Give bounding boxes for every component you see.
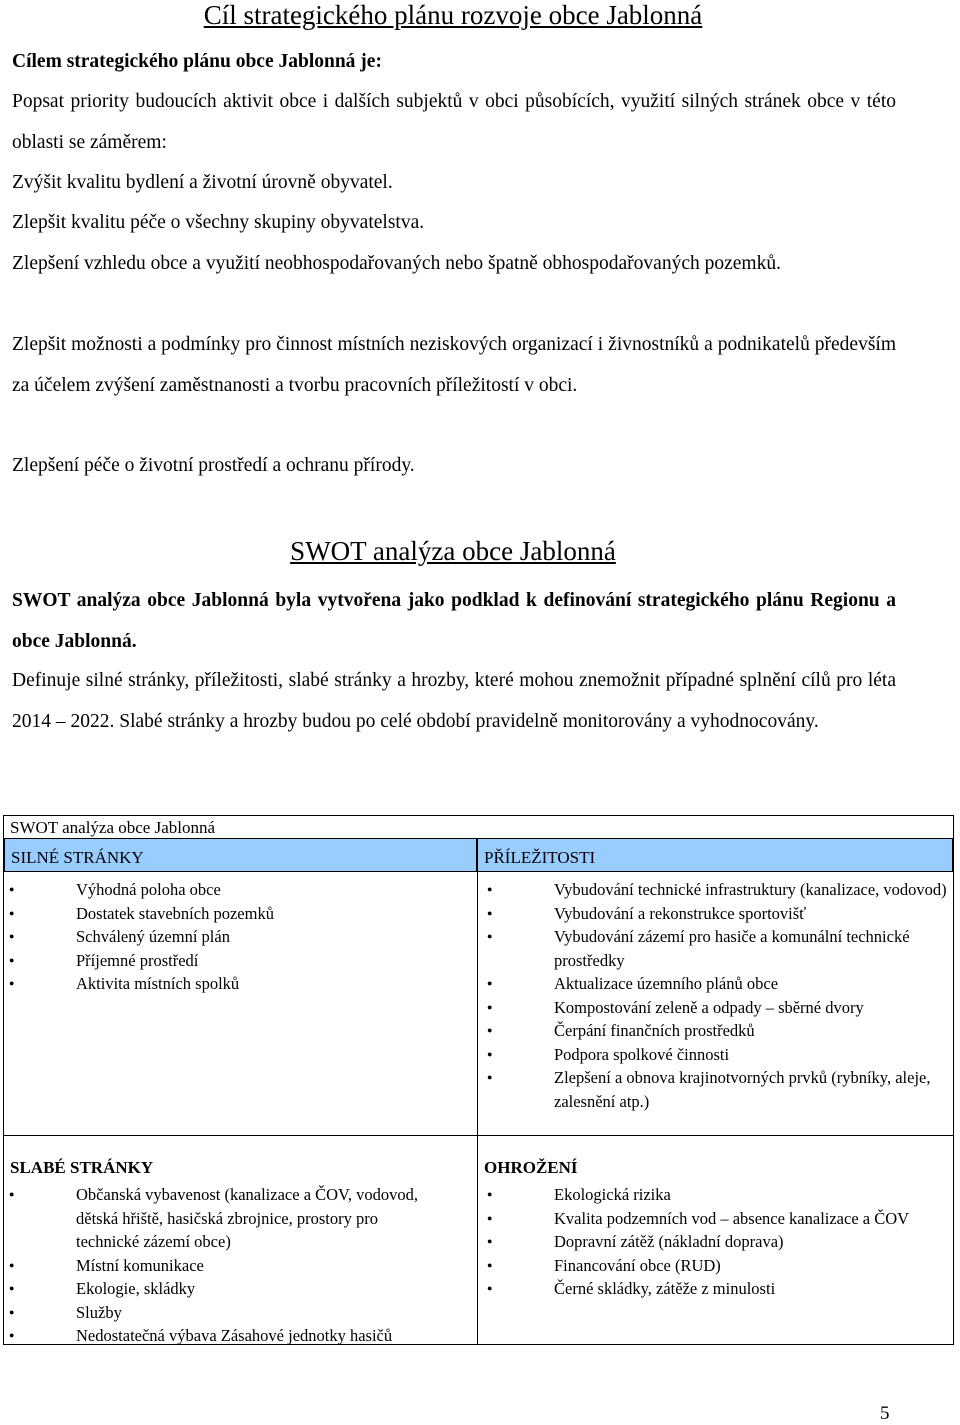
list-item: ● Aktualizace územního plánů obce	[484, 972, 952, 996]
list-item: ● Schválený územní plán	[8, 925, 468, 949]
opportunities-list	[484, 878, 952, 1113]
list-item: ● Občanská vybavenost (kanalizace a ČOV, vodovod, dětská hřiště, hasičská zbrojnice, prostory pro technické zázemí obce)	[8, 1183, 428, 1254]
list-item: ● Vybudování a rekonstrukce sportovišť	[484, 902, 952, 926]
goal-item: Zlepšení péče o životní prostředí a ochranu přírody.	[12, 455, 415, 476]
list-item: ● Dopravní zátěž (nákladní doprava)	[484, 1230, 929, 1254]
list-item: ● Financování obce (RUD)	[484, 1254, 929, 1278]
list-item: ● Aktivita místních spolků	[8, 972, 468, 996]
goal-item: Zlepšit kvalitu péče o všechny skupiny obyvatelstva.	[12, 212, 425, 233]
list-item: ● Ekologická rizika	[484, 1183, 929, 1207]
goal-item: Zlepšení vzhledu obce a využití neobhospodařovaných nebo špatně obhospodařovaných pozemků.	[12, 253, 781, 274]
list-item: ● Podpora spolkové činnosti	[484, 1043, 952, 1067]
list-item: ● Dostatek stavebních pozemků	[8, 902, 468, 926]
list-item: ● Kvalita podzemních vod – absence kanalizace a ČOV	[484, 1207, 929, 1231]
opportunities-header: PŘÍLEŽITOSTI	[477, 838, 953, 872]
list-item: ● Kompostování zeleně a odpady – sběrné dvory	[484, 996, 952, 1020]
list-item: ● Zlepšení a obnova krajinotvorných prvků (rybníky, aleje, zalesnění atp.)	[484, 1066, 952, 1113]
list-item: ● Vybudování zázemí pro hasiče a komunální technické prostředky	[484, 925, 952, 972]
list-item: ● Místní komunikace	[8, 1254, 428, 1278]
swot-intro-bold: SWOT analýza obce Jablonná byla vytvořena jako podklad k definování strategického plánu Regionu a obce Jablonná.	[12, 590, 896, 652]
weaknesses-header: SLABÉ STRÁNKY	[10, 1158, 154, 1177]
strengths-list	[8, 878, 468, 996]
list-item: ● Nedostatečná výbava Zásahové jednotky hasičů	[8, 1324, 428, 1348]
list-item: ● Ekologie, skládky	[8, 1277, 428, 1301]
weaknesses-list	[8, 1183, 428, 1348]
list-item: ● Čerpání finančních prostředků	[484, 1019, 952, 1043]
list-item: ● Služby	[8, 1301, 428, 1325]
goal-intro: Cílem strategického plánu obce Jablonná je:	[12, 51, 382, 72]
strengths-header: SILNÉ STRÁNKY	[4, 838, 477, 872]
page-heading: Cíl strategického plánu rozvoje obce Jablonná	[203, 0, 703, 30]
swot-table-title: SWOT analýza obce Jablonná	[10, 818, 216, 837]
swot-heading: SWOT analýza obce Jablonná	[290, 536, 616, 566]
threats-header: OHROŽENÍ	[484, 1158, 578, 1177]
page-number: 5	[880, 1403, 890, 1424]
column-divider	[477, 838, 478, 1344]
goal-item: Zvýšit kvalitu bydlení a životní úrovně obyvatel.	[12, 172, 393, 193]
threats-list	[484, 1183, 929, 1301]
goal-item: Zlepšit možnosti a podmínky pro činnost místních neziskových organizací i živnostníků a podnikatelů především za účelem zvýšení zaměstnanosti a tvorbu pracovních příležitostí v obci.	[12, 334, 896, 396]
swot-intro: Definuje silné stránky, příležitosti, slabé stránky a hrozby, které mohou znemožnit případné splnění cílů pro léta 2014 – 2022. Slabé stránky a hrozby budou po celé období pravidelně monitorovány a vyhodnocovány.	[12, 670, 896, 732]
list-item: ● Černé skládky, zátěže z minulosti	[484, 1277, 929, 1301]
swot-table	[3, 815, 954, 1345]
list-item: ● Příjemné prostředí	[8, 949, 468, 973]
list-item: ● Výhodná poloha obce	[8, 878, 468, 902]
list-item: ● Vybudování technické infrastruktury (kanalizace, vodovod)	[484, 878, 952, 902]
goal-paragraph: Popsat priority budoucích aktivit obce i dalších subjektů v obci působících, využití silných stránek obce v této oblasti se záměrem:	[12, 91, 896, 153]
row-divider	[4, 1135, 953, 1136]
